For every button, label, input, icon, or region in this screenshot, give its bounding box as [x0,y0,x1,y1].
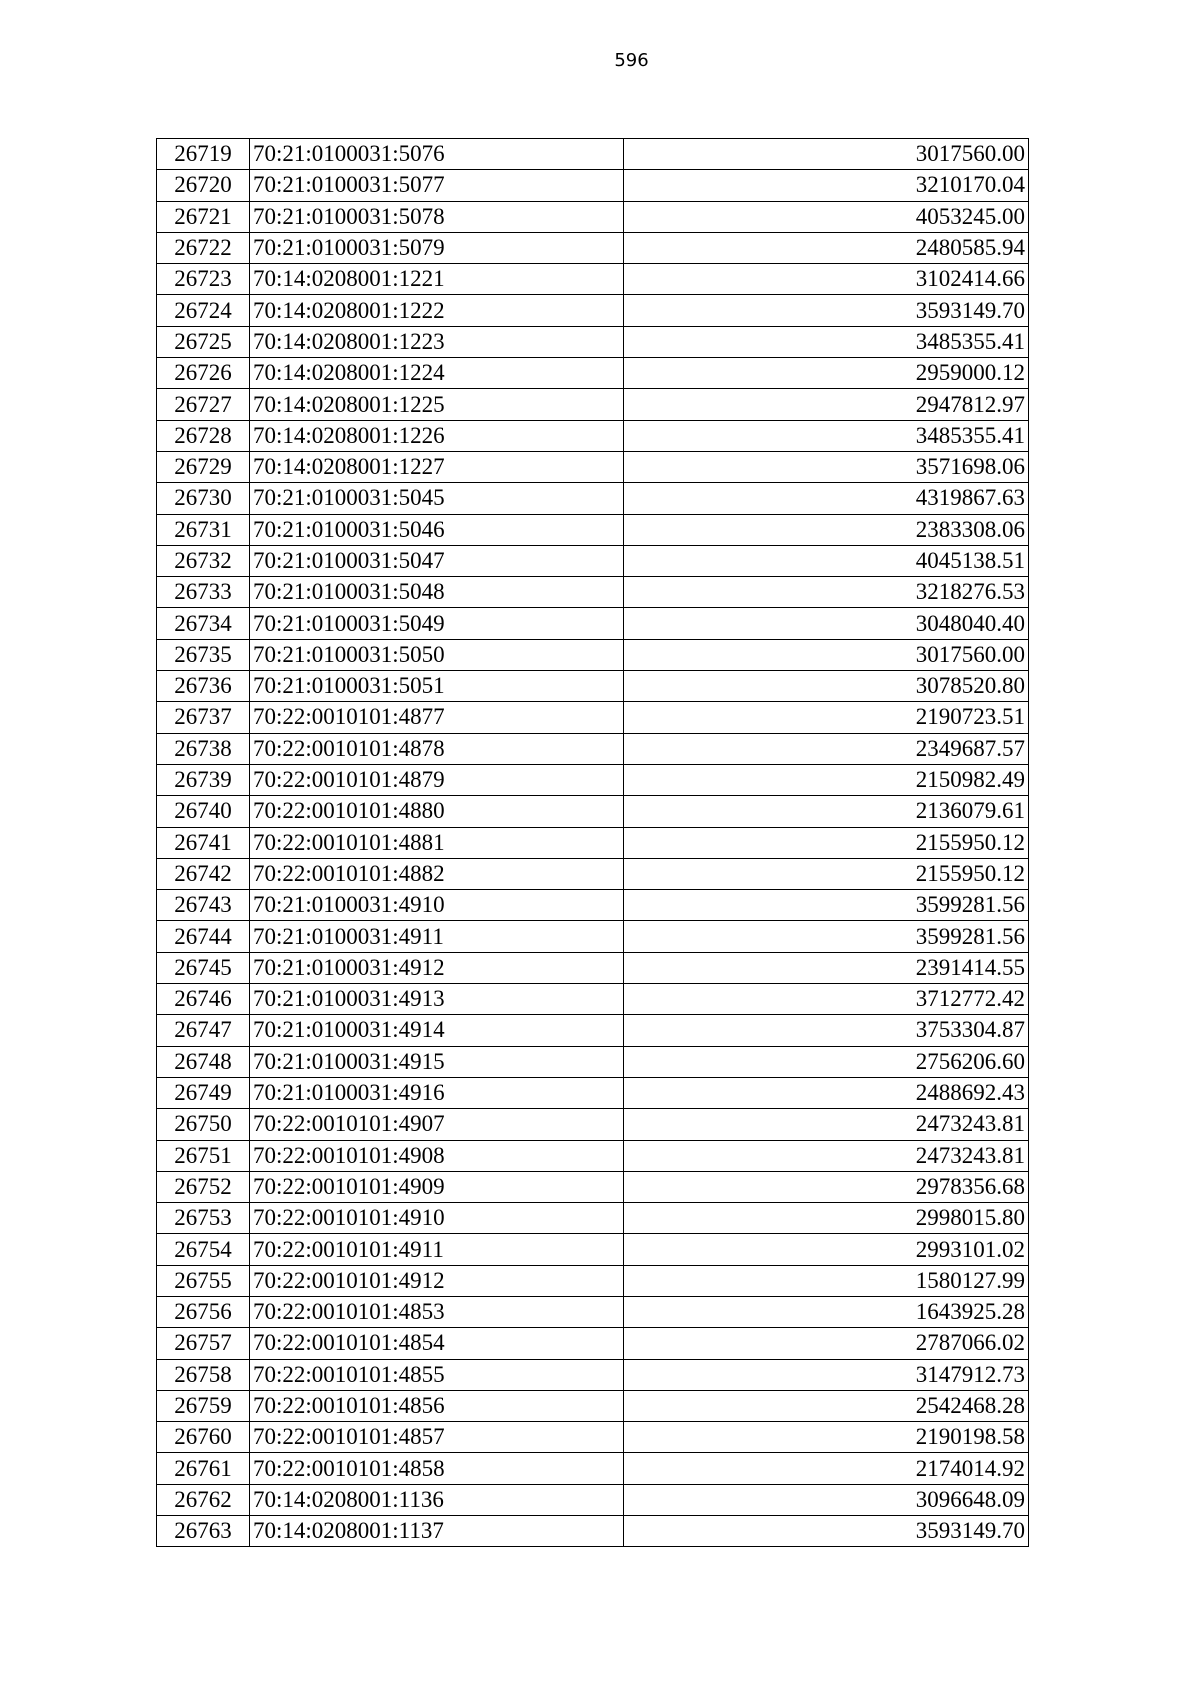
row-number-cell: 26740 [157,796,250,827]
row-number-cell: 26748 [157,1046,250,1077]
row-number-cell: 26758 [157,1359,250,1390]
cadastral-number-cell: 70:21:0100031:5046 [250,514,624,545]
table-row [157,483,1029,514]
table-row [157,232,1029,263]
table-row [157,639,1029,670]
cadastral-value-cell: 3210170.04 [624,170,1029,201]
cadastral-number-cell: 70:21:0100031:5049 [250,608,624,639]
cadastral-value-cell: 4053245.00 [624,201,1029,232]
cadastral-value-cell: 4045138.51 [624,545,1029,576]
cadastral-value-cell: 3753304.87 [624,1015,1029,1046]
table-row [157,671,1029,702]
cadastral-value-cell: 2959000.12 [624,358,1029,389]
cadastral-number-cell: 70:21:0100031:4910 [250,890,624,921]
cadastral-number-cell: 70:21:0100031:5050 [250,639,624,670]
cadastral-number-cell: 70:22:0010101:4877 [250,702,624,733]
cadastral-number-cell: 70:22:0010101:4879 [250,764,624,795]
cadastral-number-cell: 70:21:0100031:5079 [250,232,624,263]
cadastral-value-cell: 2756206.60 [624,1046,1029,1077]
row-number-cell: 26728 [157,420,250,451]
table-row [157,1015,1029,1046]
cadastral-value-cell: 3599281.56 [624,921,1029,952]
table-row [157,1516,1029,1547]
cadastral-number-cell: 70:21:0100031:4913 [250,984,624,1015]
table-row [157,1422,1029,1453]
cadastral-value-cell: 3017560.00 [624,639,1029,670]
cadastral-value-cell: 2473243.81 [624,1109,1029,1140]
cadastral-value-cell: 2174014.92 [624,1453,1029,1484]
cadastral-value-cell: 2473243.81 [624,1140,1029,1171]
table-row [157,1109,1029,1140]
row-number-cell: 26756 [157,1296,250,1327]
table-row [157,1140,1029,1171]
cadastral-number-cell: 70:21:0100031:4911 [250,921,624,952]
cadastral-number-cell: 70:21:0100031:5078 [250,201,624,232]
cadastral-number-cell: 70:14:0208001:1136 [250,1484,624,1515]
row-number-cell: 26738 [157,733,250,764]
table-row [157,514,1029,545]
row-number-cell: 26759 [157,1390,250,1421]
row-number-cell: 26749 [157,1077,250,1108]
cadastral-value-cell: 2136079.61 [624,796,1029,827]
cadastral-value-cell: 2349687.57 [624,733,1029,764]
row-number-cell: 26761 [157,1453,250,1484]
table-row [157,796,1029,827]
cadastral-value-cell: 2998015.80 [624,1203,1029,1234]
cadastral-value-cell: 2480585.94 [624,232,1029,263]
cadastral-number-cell: 70:22:0010101:4854 [250,1328,624,1359]
table-row [157,545,1029,576]
cadastral-number-cell: 70:21:0100031:5077 [250,170,624,201]
cadastral-value-cell: 2150982.49 [624,764,1029,795]
cadastral-number-cell: 70:14:0208001:1137 [250,1516,624,1547]
row-number-cell: 26752 [157,1171,250,1202]
cadastral-value-table [156,138,1029,1547]
cadastral-value-cell: 2155950.12 [624,827,1029,858]
cadastral-value-cell: 3096648.09 [624,1484,1029,1515]
table-row [157,139,1029,170]
cadastral-number-cell: 70:21:0100031:5048 [250,577,624,608]
cadastral-value-cell: 2383308.06 [624,514,1029,545]
cadastral-value-cell: 3593149.70 [624,1516,1029,1547]
table-row [157,858,1029,889]
cadastral-number-cell: 70:14:0208001:1226 [250,420,624,451]
cadastral-value-cell: 3048040.40 [624,608,1029,639]
table-row [157,577,1029,608]
table-row [157,326,1029,357]
cadastral-number-cell: 70:22:0010101:4858 [250,1453,624,1484]
table-row [157,358,1029,389]
row-number-cell: 26742 [157,858,250,889]
cadastral-number-cell: 70:22:0010101:4907 [250,1109,624,1140]
table-row [157,984,1029,1015]
cadastral-value-cell: 1580127.99 [624,1265,1029,1296]
cadastral-value-cell: 3485355.41 [624,420,1029,451]
row-number-cell: 26721 [157,201,250,232]
table-row [157,1390,1029,1421]
table-row [157,1453,1029,1484]
cadastral-number-cell: 70:22:0010101:4882 [250,858,624,889]
table-body [157,139,1029,1547]
table-row [157,827,1029,858]
cadastral-number-cell: 70:22:0010101:4881 [250,827,624,858]
row-number-cell: 26723 [157,264,250,295]
table-row [157,264,1029,295]
cadastral-value-cell: 3712772.42 [624,984,1029,1015]
cadastral-number-cell: 70:21:0100031:5047 [250,545,624,576]
row-number-cell: 26719 [157,139,250,170]
page-number: 596 [614,50,649,71]
table-row [157,952,1029,983]
table-row [157,702,1029,733]
cadastral-value-cell: 2993101.02 [624,1234,1029,1265]
row-number-cell: 26734 [157,608,250,639]
table-row [157,1234,1029,1265]
cadastral-number-cell: 70:21:0100031:5051 [250,671,624,702]
row-number-cell: 26760 [157,1422,250,1453]
table-row [157,890,1029,921]
cadastral-number-cell: 70:22:0010101:4911 [250,1234,624,1265]
cadastral-value-cell: 2155950.12 [624,858,1029,889]
cadastral-number-cell: 70:22:0010101:4909 [250,1171,624,1202]
cadastral-number-cell: 70:22:0010101:4878 [250,733,624,764]
row-number-cell: 26750 [157,1109,250,1140]
row-number-cell: 26737 [157,702,250,733]
row-number-cell: 26762 [157,1484,250,1515]
cadastral-number-cell: 70:22:0010101:4856 [250,1390,624,1421]
cadastral-value-cell: 2488692.43 [624,1077,1029,1108]
row-number-cell: 26741 [157,827,250,858]
table-row [157,451,1029,482]
table-row [157,608,1029,639]
cadastral-number-cell: 70:22:0010101:4908 [250,1140,624,1171]
cadastral-value-cell: 3218276.53 [624,577,1029,608]
cadastral-number-cell: 70:22:0010101:4910 [250,1203,624,1234]
table-row [157,1296,1029,1327]
table-row [157,764,1029,795]
cadastral-value-cell: 3102414.66 [624,264,1029,295]
row-number-cell: 26729 [157,451,250,482]
row-number-cell: 26732 [157,545,250,576]
cadastral-number-cell: 70:21:0100031:4915 [250,1046,624,1077]
table-row [157,1328,1029,1359]
cadastral-number-cell: 70:21:0100031:5076 [250,139,624,170]
row-number-cell: 26725 [157,326,250,357]
cadastral-number-cell: 70:14:0208001:1221 [250,264,624,295]
table-row [157,201,1029,232]
cadastral-number-cell: 70:14:0208001:1222 [250,295,624,326]
row-number-cell: 26726 [157,358,250,389]
table-row [157,1203,1029,1234]
cadastral-value-cell: 2978356.68 [624,1171,1029,1202]
row-number-cell: 26736 [157,671,250,702]
row-number-cell: 26720 [157,170,250,201]
cadastral-value-cell: 3593149.70 [624,295,1029,326]
row-number-cell: 26743 [157,890,250,921]
row-number-cell: 26747 [157,1015,250,1046]
table-row [157,1359,1029,1390]
table-row [157,1484,1029,1515]
cadastral-number-cell: 70:14:0208001:1224 [250,358,624,389]
table-row [157,1265,1029,1296]
row-number-cell: 26746 [157,984,250,1015]
table-row [157,921,1029,952]
row-number-cell: 26739 [157,764,250,795]
cadastral-value-cell: 3147912.73 [624,1359,1029,1390]
cadastral-value-cell: 3078520.80 [624,671,1029,702]
table-row [157,1077,1029,1108]
row-number-cell: 26745 [157,952,250,983]
row-number-cell: 26724 [157,295,250,326]
table-row [157,389,1029,420]
cadastral-value-cell: 3599281.56 [624,890,1029,921]
cadastral-value-cell: 2391414.55 [624,952,1029,983]
cadastral-value-cell: 3571698.06 [624,451,1029,482]
cadastral-number-cell: 70:14:0208001:1227 [250,451,624,482]
row-number-cell: 26744 [157,921,250,952]
cadastral-number-cell: 70:22:0010101:4853 [250,1296,624,1327]
cadastral-number-cell: 70:22:0010101:4880 [250,796,624,827]
cadastral-number-cell: 70:14:0208001:1225 [250,389,624,420]
cadastral-value-cell: 2787066.02 [624,1328,1029,1359]
cadastral-value-cell: 2947812.97 [624,389,1029,420]
table-row [157,420,1029,451]
cadastral-number-cell: 70:21:0100031:5045 [250,483,624,514]
cadastral-number-cell: 70:14:0208001:1223 [250,326,624,357]
row-number-cell: 26727 [157,389,250,420]
row-number-cell: 26735 [157,639,250,670]
cadastral-number-cell: 70:22:0010101:4857 [250,1422,624,1453]
table-row [157,733,1029,764]
row-number-cell: 26731 [157,514,250,545]
cadastral-number-cell: 70:22:0010101:4912 [250,1265,624,1296]
table-row [157,170,1029,201]
cadastral-value-cell: 3485355.41 [624,326,1029,357]
table-row [157,1171,1029,1202]
row-number-cell: 26722 [157,232,250,263]
row-number-cell: 26733 [157,577,250,608]
cadastral-number-cell: 70:21:0100031:4912 [250,952,624,983]
row-number-cell: 26755 [157,1265,250,1296]
cadastral-value-cell: 2542468.28 [624,1390,1029,1421]
table-row [157,295,1029,326]
cadastral-value-cell: 3017560.00 [624,139,1029,170]
cadastral-value-cell: 2190198.58 [624,1422,1029,1453]
cadastral-value-cell: 1643925.28 [624,1296,1029,1327]
row-number-cell: 26757 [157,1328,250,1359]
row-number-cell: 26754 [157,1234,250,1265]
cadastral-number-cell: 70:21:0100031:4916 [250,1077,624,1108]
table-row [157,1046,1029,1077]
cadastral-number-cell: 70:21:0100031:4914 [250,1015,624,1046]
row-number-cell: 26753 [157,1203,250,1234]
row-number-cell: 26763 [157,1516,250,1547]
cadastral-number-cell: 70:22:0010101:4855 [250,1359,624,1390]
cadastral-value-cell: 4319867.63 [624,483,1029,514]
row-number-cell: 26730 [157,483,250,514]
cadastral-value-cell: 2190723.51 [624,702,1029,733]
row-number-cell: 26751 [157,1140,250,1171]
